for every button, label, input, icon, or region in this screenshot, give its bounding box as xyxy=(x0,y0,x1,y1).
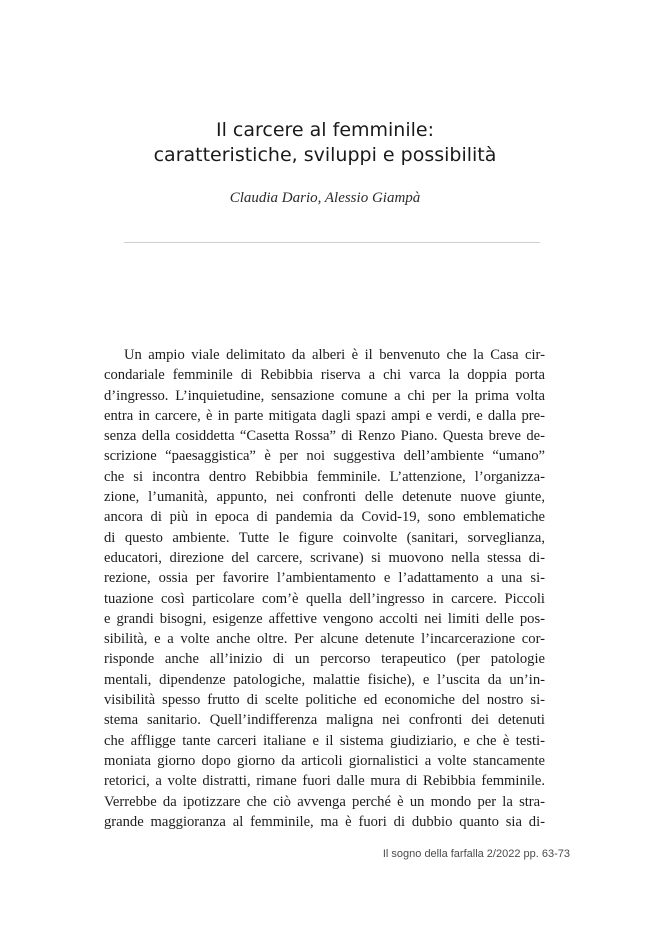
body-line: scrizione “paesaggistica” è per noi suggestiva dell’ambiente “umano” xyxy=(104,448,545,465)
title-line-1: Il carcere al femminile: xyxy=(216,119,434,141)
body-line: mentali, dipendenze patologiche, malattie fisiche), e l’uscita da un’in- xyxy=(104,671,545,688)
body-line: e grandi bisogni, esigenze affettive vengono accolti nei limiti delle pos- xyxy=(104,610,545,627)
body-line: stema sanitario. Quell’indifferenza maligna nei confronti dei detenuti xyxy=(104,712,545,729)
body-line: senza della cosiddetta “Casetta Rossa” di Renzo Piano. Questa breve de- xyxy=(104,428,545,445)
body-line: risponde anche all’inizio di un percorso terapeutico (per patologie xyxy=(104,651,545,668)
body-line: educatori, direzione del carcere, scrivane) si muovono nella stessa di- xyxy=(104,549,545,566)
title-line-2: caratteristiche, sviluppi e possibilità xyxy=(153,144,497,166)
body-line: d’ingresso. L’inquietudine, sensazione comune a chi per la prima volta xyxy=(104,387,545,404)
body-line: visibilità spesso frutto di scelte politiche ed economiche del nostro si- xyxy=(104,692,545,709)
article-authors: Claudia Dario, Alessio Giampà xyxy=(229,190,421,206)
body-line: sibilità, e a volte anche oltre. Per alcune detenute l’incarcerazione cor- xyxy=(104,631,545,648)
body-line: che affligge tante carceri italiane e il sistema giudiziario, e che è testi- xyxy=(104,732,545,749)
title-divider xyxy=(124,242,540,243)
body-line: grande maggioranza al femminile, ma è fuori di dubbio quanto sia di- xyxy=(104,813,545,830)
body-line: entra in carcere, è in parte mitigata dagli spazi ampi e verdi, e dalla pre- xyxy=(104,407,545,424)
article-body xyxy=(104,345,545,832)
body-line: ancora di più in epoca di pandemia da Covid-19, sono emblematiche xyxy=(104,509,545,526)
body-line: zione, l’umanità, appunto, nei confronti delle detenute nuove giunte, xyxy=(104,489,545,506)
journal-citation: Il sogno della farfalla 2/2022 pp. 63-73 xyxy=(382,848,570,860)
body-line: rezione, ossia per favorire l’ambientamento e l’adattamento a una si- xyxy=(104,570,545,587)
body-line: di questo ambiente. Tutte le figure coinvolte (sanitari, sorveglianza, xyxy=(104,529,545,546)
article-title xyxy=(0,118,650,168)
body-line: che si incontra dentro Rebibbia femminile. L’attenzione, l’organizza- xyxy=(104,468,545,485)
body-line: Verrebbe da ipotizzare che ciò avvenga perché è un mondo per la stra- xyxy=(104,793,545,810)
body-line: moniata giorno dopo giorno da articoli giornalistici a volte stancamente xyxy=(104,752,545,769)
body-line: retorici, a volte distratti, rimane fuori dalle mura di Rebibbia femminile. xyxy=(104,773,545,790)
body-line: Un ampio viale delimitato da alberi è il benvenuto che la Casa cir- xyxy=(124,347,545,363)
body-line: condariale femminile di Rebibbia riserva a chi varca la doppia porta xyxy=(104,367,545,384)
body-line: tuazione così particolare com’è quella dell’ingresso in carcere. Piccoli xyxy=(104,590,545,607)
